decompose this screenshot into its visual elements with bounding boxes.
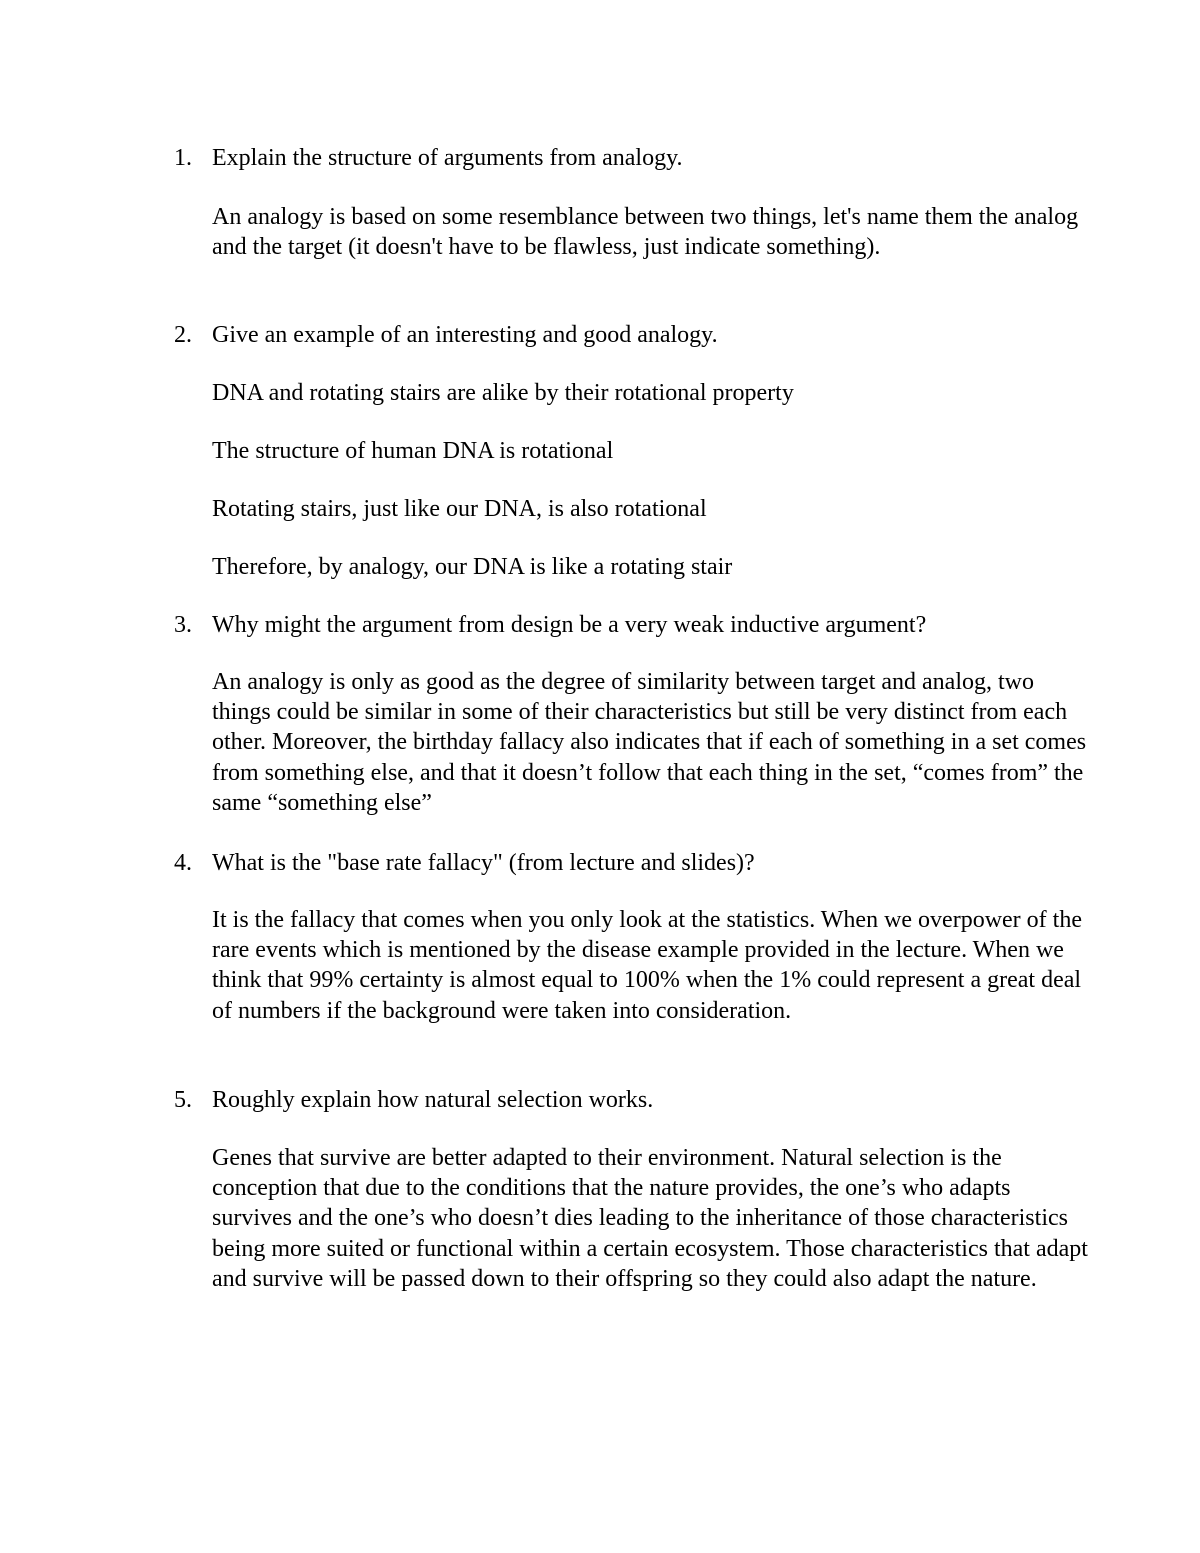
answer-line: Therefore, by analogy, our DNA is like a rotating stair: [212, 554, 733, 580]
answer-text-5: Genes that survive are better adapted to their environment. Natural selection is the conception that due to the conditions that the nature provides, the one’s who adapts survives and the one’s who doesn’t dies leading to the inheritance of those characteristics being more suited or functional within a certain ecosystem. Those characteristics that adapt and survive will be passed down to their offspring so they could also adapt the nature.: [212, 1145, 1088, 1292]
answer-line: The structure of human DNA is rotational: [212, 438, 614, 464]
answer-text-1: An analogy is based on some resemblance between two things, let's name them the analog and the target (it doesn't have to be flawless, just indicate something).: [212, 204, 1079, 261]
question-text: Give an example of an interesting and good analogy.: [212, 322, 718, 348]
question-number: 2.: [174, 322, 192, 348]
answer-line: Rotating stairs, just like our DNA, is also rotational: [212, 496, 707, 522]
question-text: What is the "base rate fallacy" (from lecture and slides)?: [212, 850, 755, 876]
question-text: Roughly explain how natural selection works.: [212, 1087, 654, 1113]
question-number: 1.: [174, 145, 192, 171]
answer-line: DNA and rotating stairs are alike by their rotational property: [212, 380, 794, 406]
question-number: 4.: [174, 850, 192, 876]
question-number: 5.: [174, 1087, 192, 1113]
answer-text-4: It is the fallacy that comes when you only look at the statistics. When we overpower of the rare events which is mentioned by the disease example provided in the lecture. When we think that 99% certainty is almost equal to 100% when the 1% could represent a great deal of numbers if the background were taken into consideration.: [212, 907, 1082, 1024]
question-text: Why might the argument from design be a very weak inductive argument?: [212, 612, 927, 638]
question-text: Explain the structure of arguments from analogy.: [212, 145, 683, 171]
question-number: 3.: [174, 612, 192, 638]
answer-text-3: An analogy is only as good as the degree of similarity between target and analog, two things could be similar in some of their characteristics but still be very distinct from each other. Moreover, the birthday fallacy also indicates that if each of something in a set comes from something else, and that it doesn’t follow that each thing in the set, “comes from” the same “something else”: [212, 669, 1087, 816]
